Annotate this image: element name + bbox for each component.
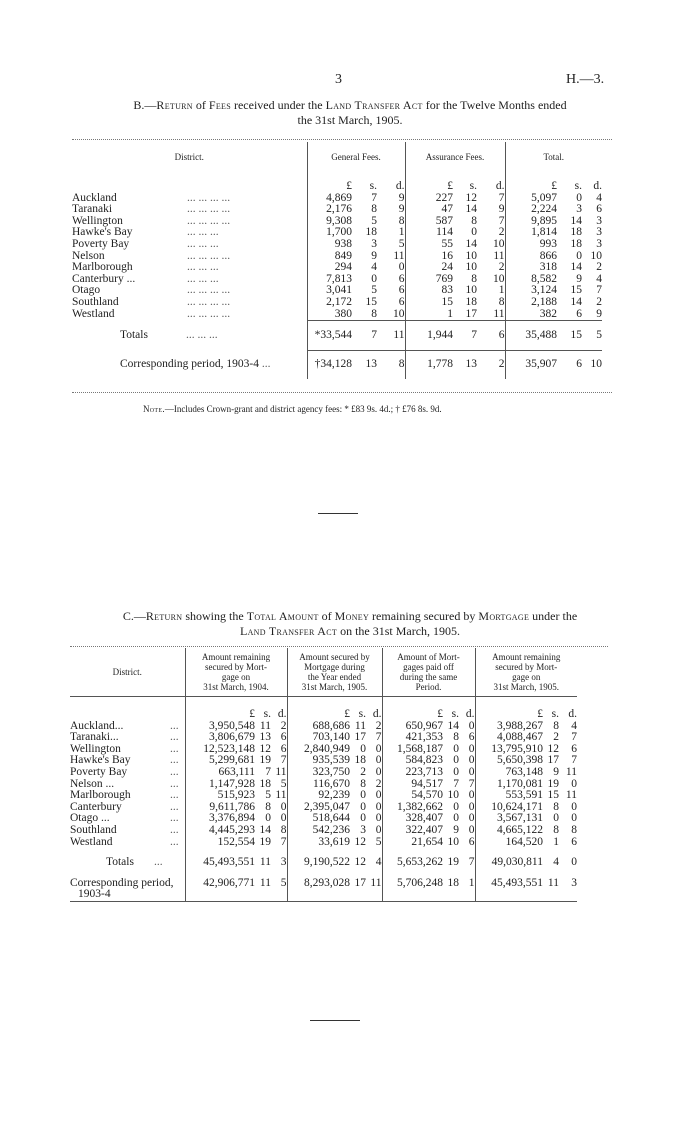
totals-row: Totals ... ... ... *33,544 7 11 1,944 7 6 35,488 15 5 — [120, 328, 602, 341]
table-row: Southland ... 4,445,293 14 8 542,236 3 0 322,407 9 0 4,665,122 8 8 — [70, 823, 577, 836]
separator-rule — [310, 1020, 360, 1021]
table-row: Taranaki ... ... ... ... 2,176 8 9 47 14 9 2,224 3 6 — [72, 203, 602, 216]
mortgage-table: District. Amount remaining secured by Mort- gage on 31st March, 1904. Amount secured by Mortgage during the Year ended 31st March, 1905. Amount of Mort- gages paid off during the same Period. Amount remaining secured by Mort- gage on 31st March, 1905. £ s. d. £ s. d. £ s. d. £ s. d. Auckland... ... 3,950,548 11 2 688,686 11 2 650,967 14 0 3,988,267 8 4 Taranaki... ... 3,806,679 13 6 703,140 17 7 421,353 8 6 4,088,467 2 7 Wellington ... 12,523,148 12 6 2,840,949 0 0 1,568,187 0 0 13,795,910 12 6 Hawke's Bay ... 5,299,681 19 7 935,539 18 0 584,823 0 0 5,650,398 17 7 Poverty Bay ... 663,111 7 11 323,750 2 0 223,713 0 0 763,148 9 11 Nelson ... ... 1,147,928 18 5 116,670 8 2 94,517 7 7 1,170,081 19 0 Marlborough ... 515,923 5 11 92,239 0 0 54,570 10 0 553,591 15 11 Canterbury ... 9,611,786 8 0 2,395,047 0 0 1,382,662 0 0 10,624,171 8 0 Otago ... ... 3,376,894 0 0 518,644 0 0 328,407 0 0 3,567,131 0 0 Southland ... 4,445,293 14 8 542,236 3 0 322,407 9 0 4,665,122 8 8 Westland ... 152,554 19 7 33,619 12 5 21,654 10 6 164,520 1 6 Totals ... 45,493,551 11 3 9,190,522 12 4 5,653,262 19 7 49,030,811 4 0 Corresponding period, 42,906,771 11 5 8,293,028 17 11 5,706,248 18 1 45,493,551 11 3 1903-4 — [70, 648, 577, 902]
units-row: £ s. d. £ s. d. £ s. d. £ s. d. — [70, 709, 577, 721]
section-b-top-rule — [72, 139, 612, 140]
column-header-secured-during-year: Amount secured by Mortgage during the Year ended 31st March, 1905. — [287, 648, 382, 697]
table-row: Hawke's Bay ... 5,299,681 19 7 935,539 18 0 584,823 0 0 5,650,398 17 7 — [70, 754, 577, 767]
document-reference: H.—3. — [566, 72, 605, 87]
table-row: Canterbury ... ... ... ... 7,813 0 6 769 8 10 8,582 9 4 — [72, 272, 602, 285]
table-row: Otago ... ... 3,376,894 0 0 518,644 0 0 328,407 0 0 3,567,131 0 0 — [70, 812, 577, 825]
table-row: Wellington ... ... ... ... 9,308 5 8 587 8 7 9,895 14 3 — [72, 214, 602, 227]
separator-rule — [318, 513, 358, 514]
table-row: Canterbury ... 9,611,786 8 0 2,395,047 0 0 1,382,662 0 0 10,624,171 8 0 — [70, 800, 577, 813]
table-row: Westland ... 152,554 19 7 33,619 12 5 21,654 10 6 164,520 1 6 — [70, 835, 577, 848]
section-c-title: C.—Return showing the Total Amount of Money remaining secured by Mortgage under the Land Transfer Act on the 31st March, 1905. — [122, 609, 578, 638]
section-c-top-rule — [70, 646, 608, 647]
table-row: Wellington ... 12,523,148 12 6 2,840,949 0 0 1,568,187 0 0 13,795,910 12 6 — [70, 742, 577, 755]
column-header-district: District. — [112, 667, 142, 677]
table-row: Nelson ... ... 1,147,928 18 5 116,670 8 2 94,517 7 7 1,170,081 19 0 — [70, 777, 577, 790]
column-header-general-fees: General Fees. — [307, 142, 405, 171]
table-row: Poverty Bay ... ... ... 938 3 5 55 14 10 993 18 3 — [72, 237, 602, 250]
table-row: Westland ... ... ... ... 380 8 10 1 17 11 382 6 9 — [72, 307, 602, 320]
fees-note: Note.—Includes Crown-grant and district agency fees: * £83 9s. 4d.; † £76 8s. 9d. — [143, 404, 442, 414]
column-header-paid-off: Amount of Mort- gages paid off during the same Period. — [382, 648, 475, 697]
units-row: £ s. d. £ s. d. £ s. d. — [72, 181, 602, 193]
corresponding-period-row: Corresponding period, 42,906,771 11 5 8,293,028 17 11 5,706,248 18 1 45,493,551 11 3 — [70, 876, 577, 889]
table-row: Auckland... ... 3,950,548 11 2 688,686 11 2 650,967 14 0 3,988,267 8 4 — [70, 719, 577, 732]
table-row: Otago ... ... ... ... 3,041 5 6 83 10 1 3,124 15 7 — [72, 284, 602, 297]
table-row: Marlborough ... ... ... 294 4 0 24 10 2 318 14 2 — [72, 261, 602, 274]
fees-table — [72, 142, 602, 379]
page-number: 3 — [335, 72, 342, 87]
table-row: Taranaki... ... 3,806,679 13 6 703,140 17 7 421,353 8 6 4,088,467 2 7 — [70, 731, 577, 744]
column-header-total: Total. — [505, 142, 602, 171]
corresponding-period-row: Corresponding period, 1903-4 ... †34,128 13 8 1,778 13 2 35,907 6 10 — [120, 358, 602, 371]
totals-row: Totals ... 45,493,551 11 3 9,190,522 12 4 5,653,262 19 7 49,030,811 4 0 — [106, 856, 577, 869]
column-header-remaining-1905: Amount remaining secured by Mort- gage on 31st March, 1905. — [475, 648, 577, 697]
table-row: Marlborough ... 515,923 5 11 92,239 0 0 54,570 10 0 553,591 15 11 — [70, 789, 577, 802]
column-header-assurance-fees: Assurance Fees. — [405, 142, 505, 171]
table-row: Southland ... ... ... ... 2,172 15 6 15 18 8 2,188 14 2 — [72, 295, 602, 308]
table-row: Nelson ... ... ... ... 849 9 11 16 10 11 866 0 10 — [72, 249, 602, 262]
section-b-title: B.—Return of Fees received under the Land Transfer Act for the Twelve Months ended the 31st March, 1905. — [133, 98, 567, 127]
column-header-remaining-1904: Amount remaining secured by Mort- gage on 31st March, 1904. — [185, 648, 287, 697]
column-header-district: District. — [174, 151, 204, 162]
table-row: Poverty Bay ... 663,111 7 11 323,750 2 0 223,713 0 0 763,148 9 11 — [70, 765, 577, 778]
table-row: Hawke's Bay ... ... ... 1,700 18 1 114 0 2 1,814 18 3 — [72, 226, 602, 239]
section-b-bottom-rule — [72, 392, 612, 393]
table-row: Auckland ... ... ... ... 4,869 7 9 227 12 7 5,097 0 4 — [72, 191, 602, 204]
